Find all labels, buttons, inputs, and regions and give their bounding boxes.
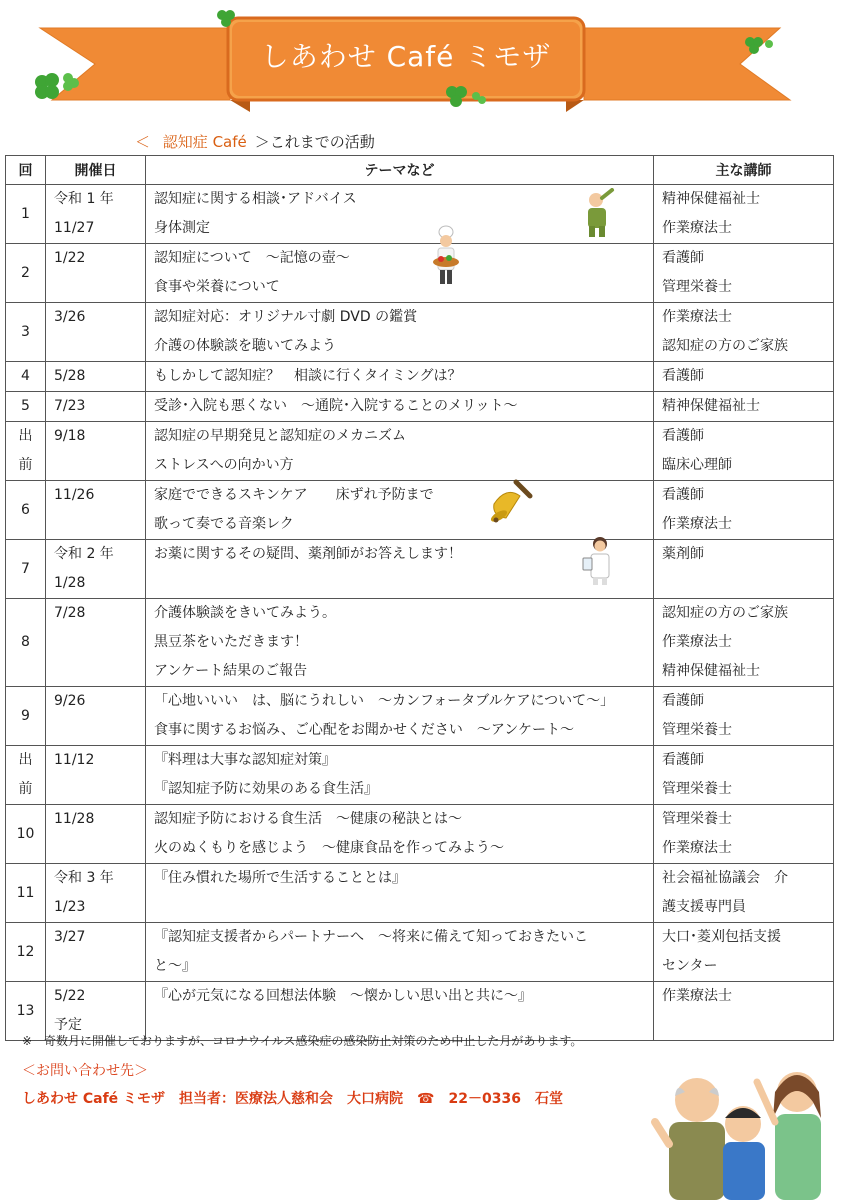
cell-theme: [146, 540, 654, 599]
lecturer-line: 護支援専門員: [662, 899, 746, 915]
date-line: [46, 716, 145, 745]
cell-theme: [146, 244, 654, 303]
theme-line: 黒豆茶をいただきます！: [154, 634, 308, 650]
theme-line: 介護の体験談を聴いてみよう: [154, 338, 336, 354]
cell-date: [46, 481, 146, 540]
theme-line: 介護体験談をきいてみよう。: [154, 605, 336, 621]
lecturer-line: 看護師: [662, 693, 704, 709]
date-line: 予定: [54, 1017, 82, 1033]
cell-date: [46, 687, 146, 746]
lecturer-line: センター: [662, 958, 718, 974]
date-line: 1/23: [54, 899, 86, 915]
date-line: 令和 3 年: [54, 870, 114, 886]
num-line: 3: [21, 323, 30, 340]
cell-num: [6, 392, 46, 422]
cell-date: [46, 540, 146, 599]
num-line: 5: [21, 398, 30, 414]
date-line: [46, 510, 145, 539]
lecturer-line: 大口･菱刈包括支援: [662, 929, 781, 945]
lecturer-line: 看護師: [662, 428, 704, 444]
num-line: 9: [21, 707, 30, 724]
num-line: 前: [18, 457, 33, 473]
cell-date: [46, 599, 146, 687]
lecturer-line: 作業療法士: [662, 840, 732, 856]
lecturer-line: 看護師: [662, 752, 704, 768]
cell-theme: [146, 481, 654, 540]
theme-line: [146, 569, 653, 598]
date-line: 9/18: [54, 428, 86, 444]
date-line: [46, 332, 145, 361]
lecturer-line: 作業療法士: [662, 634, 732, 650]
cell-theme: [146, 303, 654, 362]
pharmacist-icon: [580, 534, 614, 586]
date-line: [46, 628, 145, 657]
stretching-elder-icon: [578, 188, 618, 238]
theme-line: お薬に関するその疑問、薬剤師がお答えします！: [154, 546, 462, 562]
theme-line: アンケート結果のご報告: [154, 663, 308, 679]
date-line: 1/22: [54, 250, 86, 266]
lecturer-line: 精神保健福祉士: [662, 191, 760, 207]
cell-theme: [146, 422, 654, 481]
cell-theme: [146, 362, 654, 392]
num-line: 前: [18, 781, 33, 797]
lecturer-line: 作業療法士: [662, 309, 732, 325]
cell-num: [6, 687, 46, 746]
cell-num: [6, 362, 46, 392]
cell-num: [6, 599, 46, 687]
cell-date: [46, 805, 146, 864]
cell-date: [46, 422, 146, 481]
cell-lecturer: [654, 303, 834, 362]
theme-line: 歌って奏でる音楽レク: [154, 516, 294, 532]
cell-theme: [146, 599, 654, 687]
cell-lecturer: [654, 422, 834, 481]
section-subtitle: [135, 131, 375, 152]
date-line: [46, 834, 145, 863]
cell-num: [6, 864, 46, 923]
table-row: [6, 244, 834, 303]
num-line: 4: [21, 368, 30, 384]
theme-line: ストレスへの向かい方: [154, 457, 294, 473]
theme-line: 『認知症予防に効果のある食生活』: [154, 781, 378, 797]
table-row: [6, 923, 834, 982]
clover-icon: [216, 8, 236, 30]
theme-line: 『料理は大事な認知症対策』: [154, 752, 336, 768]
theme-line: 食事や栄養について: [154, 279, 280, 295]
lecturer-line: 看護師: [662, 487, 704, 503]
lecturer-line: 看護師: [662, 368, 704, 384]
lecturer-line: [654, 1011, 833, 1040]
date-line: 11/12: [54, 752, 95, 768]
subtitle-bracket: ＜: [135, 133, 151, 151]
theme-line: 食事に関するお悩み、ご心配をお聞かせください ～アンケート～: [154, 722, 574, 738]
cell-date: [46, 864, 146, 923]
handbell-icon: [486, 478, 536, 526]
clover-icon: [444, 84, 488, 110]
cell-date: [46, 303, 146, 362]
lecturer-line: 管理栄養士: [662, 781, 732, 797]
table-row: [6, 303, 834, 362]
cell-date: [46, 185, 146, 244]
date-line: 3/27: [54, 929, 86, 945]
date-line: 9/26: [54, 693, 86, 709]
cell-date: [46, 244, 146, 303]
date-line: 11/28: [54, 811, 95, 827]
theme-line: 身体測定: [154, 220, 210, 236]
num-line: 11: [16, 884, 35, 901]
cell-lecturer: [654, 599, 834, 687]
cell-num: [6, 540, 46, 599]
theme-line: 火のぬくもりを感じよう ～健康食品を作ってみよう～: [154, 840, 504, 856]
table-row: [6, 362, 834, 392]
date-line: 3/26: [54, 309, 86, 325]
theme-line: もしかして認知症？ 相談に行くタイミングは？: [154, 368, 462, 384]
cell-lecturer: [654, 746, 834, 805]
table-row: [6, 422, 834, 481]
theme-line: 受診･入院も悪くない ～通院･入院することのメリット～: [154, 398, 518, 414]
theme-line: 「心地いいい は、脳にうれしい ～カンフォータブルケアについて～」: [154, 693, 615, 709]
theme-line: 認知症の早期発見と認知症のメカニズム: [154, 428, 406, 444]
chef-icon: [428, 224, 464, 286]
date-line: 7/23: [54, 398, 86, 414]
cell-theme: [146, 687, 654, 746]
cell-date: [46, 392, 146, 422]
header-round: 回: [6, 156, 46, 185]
table-row: [6, 805, 834, 864]
cell-theme: [146, 392, 654, 422]
table-row: [6, 481, 834, 540]
theme-line: [146, 893, 653, 922]
theme-line: 『住み慣れた場所で生活することとは』: [154, 870, 406, 886]
lecturer-line: 作業療法士: [662, 516, 732, 532]
num-line: 8: [21, 634, 30, 650]
cell-num: [6, 185, 46, 244]
subtitle-accent: 認知症 Café: [162, 133, 247, 151]
header-theme: テーマなど: [146, 156, 654, 185]
cell-lecturer: [654, 392, 834, 422]
cell-date: [46, 746, 146, 805]
cell-num: [6, 303, 46, 362]
lecturer-line: 管理栄養士: [662, 811, 732, 827]
lecturer-line: 臨床心理師: [662, 457, 732, 473]
theme-line: 認知症予防における食生活 ～健康の秘訣とは～: [154, 811, 462, 827]
num-line: 10: [16, 825, 35, 842]
num-line: 7: [21, 560, 30, 577]
family-icon: [645, 1062, 842, 1200]
table-row: [6, 864, 834, 923]
cell-theme: [146, 923, 654, 982]
theme-line: 『心が元気になる回想法体験 ～懐かしい思い出と共に～』: [154, 988, 532, 1004]
lecturer-line: 精神保健福祉士: [662, 663, 760, 679]
lecturer-line: 精神保健福祉士: [662, 398, 760, 414]
cell-lecturer: [654, 982, 834, 1041]
header-lecturer: 主な講師: [654, 156, 834, 185]
table-row: [6, 746, 834, 805]
lecturer-line: 看護師: [662, 250, 704, 266]
date-line: 1/28: [54, 575, 86, 591]
lecturer-line: [654, 569, 833, 598]
footer-note: ※ 奇数月に開催しておりますが、コロナウイルス感染症の感染防止対策のため中止した月があります。: [22, 1034, 583, 1048]
date-line: 令和 2 年: [54, 546, 114, 562]
cell-date: [46, 362, 146, 392]
cell-lecturer: [654, 864, 834, 923]
date-line: 11/26: [54, 487, 95, 503]
date-line: 令和 1 年: [54, 191, 114, 207]
num-line: 6: [21, 501, 30, 518]
clover-icon: [28, 68, 80, 108]
num-line: 13: [16, 1002, 35, 1019]
page-title: しあわせ Café ミモザ: [260, 40, 552, 73]
clover-icon: [742, 34, 776, 56]
cell-lecturer: [654, 362, 834, 392]
lecturer-line: 作業療法士: [662, 988, 732, 1004]
activity-table: [5, 155, 834, 1041]
cell-lecturer: [654, 244, 834, 303]
cell-lecturer: [654, 687, 834, 746]
date-line: [46, 273, 145, 302]
cell-num: [6, 244, 46, 303]
cell-lecturer: [654, 481, 834, 540]
date-line: [46, 657, 145, 686]
contact-info: しあわせ Café ミモザ 担当者：医療法人慈和会 大口病院 ☎ 22－0336 石堂: [22, 1091, 563, 1107]
theme-line: 認知症について ～記憶の壺～: [154, 250, 350, 266]
table-row: [6, 185, 834, 244]
cell-theme: [146, 864, 654, 923]
cell-num: [6, 805, 46, 864]
lecturer-line: 認知症の方のご家族: [662, 338, 788, 354]
theme-line: 『認知症支援者からパートナーへ ～将来に備えて知っておきたいこ: [154, 929, 588, 945]
theme-line: 家庭でできるスキンケア 床ずれ予防まで: [154, 487, 434, 503]
num-line: 12: [16, 943, 35, 960]
num-line: 出: [18, 428, 33, 444]
cell-lecturer: [654, 185, 834, 244]
lecturer-line: 社会福祉協議会 介: [662, 870, 788, 886]
theme-line: 認知症に関する相談･アドバイス: [154, 191, 357, 207]
date-line: [46, 451, 145, 480]
cell-num: [6, 746, 46, 805]
lecturer-line: 管理栄養士: [662, 279, 732, 295]
lecturer-line: 管理栄養士: [662, 722, 732, 738]
date-line: [46, 775, 145, 804]
lecturer-line: 薬剤師: [662, 546, 704, 562]
num-line: 1: [21, 205, 30, 222]
header-date: 開催日: [46, 156, 146, 185]
num-line: 出: [18, 752, 33, 768]
theme-line: 認知症対応：オリジナル寸劇 DVD の鑑賞: [154, 309, 418, 325]
cell-date: [46, 923, 146, 982]
date-line: [46, 952, 145, 981]
theme-line: と～』: [154, 958, 196, 974]
subtitle-text: ＞これまでの活動: [254, 133, 375, 151]
cell-num: [6, 923, 46, 982]
date-line: 11/27: [54, 220, 95, 236]
cell-num: [6, 422, 46, 481]
date-line: 5/22: [54, 988, 86, 1004]
cell-lecturer: [654, 805, 834, 864]
cell-lecturer: [654, 923, 834, 982]
date-line: 5/28: [54, 368, 86, 384]
lecturer-line: 認知症の方のご家族: [662, 605, 788, 621]
table-row: [6, 540, 834, 599]
table-row: [6, 392, 834, 422]
num-line: 2: [21, 264, 30, 281]
cell-num: [6, 481, 46, 540]
date-line: 7/28: [54, 605, 86, 621]
lecturer-line: 作業療法士: [662, 220, 732, 236]
cell-theme: [146, 746, 654, 805]
cell-lecturer: [654, 540, 834, 599]
table-header-row: [6, 156, 834, 185]
table-row: [6, 599, 834, 687]
table-row: [6, 687, 834, 746]
contact-heading: ＜お問い合わせ先＞: [22, 1063, 148, 1079]
cell-theme: [146, 805, 654, 864]
